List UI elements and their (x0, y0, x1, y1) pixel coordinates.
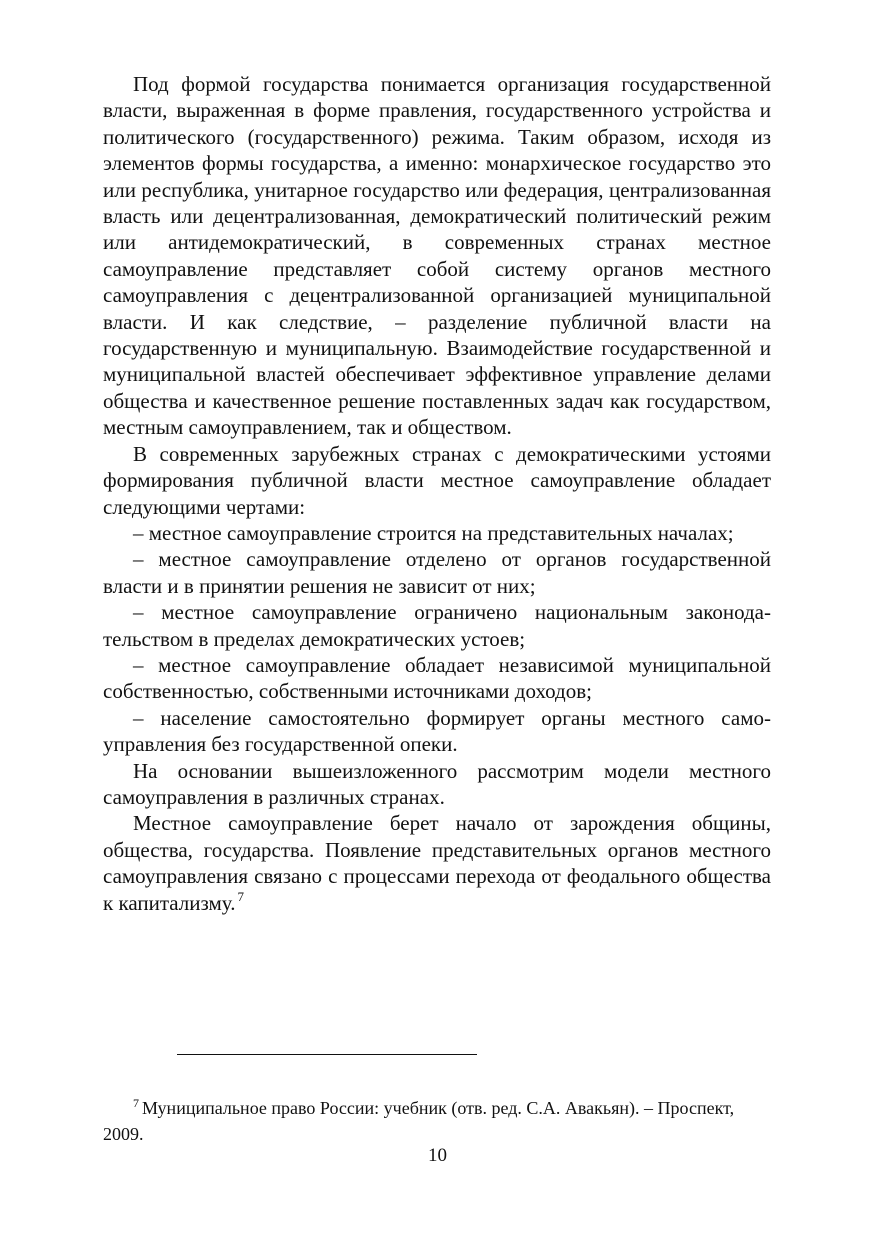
page-number: 10 (428, 1145, 447, 1166)
list-item-municipal-property: – местное самоуправление обладает независимой муниципальной собственностью, собственными источниками доходов; (103, 652, 771, 704)
footnote-text: Муниципальное право России: учебник (отв. ред. С.А. Авакьян). – Проспект, 2009. (103, 1098, 735, 1144)
footnote (103, 1095, 771, 1147)
paragraph-form-of-state: Под формой государства понимается организация государственной власти, выраженная в форме правления, государственного устройства и политического (государственного) режима. Таким образом, исходя из элементов формы государства, а именно: монархическое государство это или республика, унитарное государство или федерация, централизованная власть или децентрализованная, демократический политический режим или антидемократический, в современных странах местное самоуправление представляет собой систему органов местного самоуправления с децентрализованной организацией муниципальной власти. И как следствие, – разделение публичной власти на государственную и муниципальную. Взаимодействие государственной и муниципальной властей обеспечивает эффективное управление делами общества и качественное решение поставленных задач как государством, местным самоуправлением, так и обществом. (103, 72, 771, 440)
paragraph-origin (103, 810, 771, 916)
list-item-limited-by-legislation: – местное самоуправление ограничено национальным законодательством в пределах демократических устоев; (103, 600, 771, 651)
footnote-reference[interactable]: 7 (237, 888, 244, 904)
paragraph-models-intro: На основании вышеизложенного рассмотрим модели местного самоуправления в различных странах. (103, 758, 771, 809)
footnote-separator (177, 1054, 477, 1055)
footnote-number: 7 (133, 1096, 139, 1110)
paragraph-origin-text: Местное самоуправление берет начало от зарождения общины, общества, государства. Появление представительных органов местного самоуправления связано с процессами перехода от феодального общества к капитализму. (103, 811, 771, 915)
list-item-representative-basis: – местное самоуправление строится на представительных началах; (133, 520, 734, 545)
list-item-self-formation: – население самостоятельно формирует органы местного самоуправления без государственной опеки. (103, 705, 771, 757)
list-item-separated-from-state: – местное самоуправление отделено от органов государственной власти и в принятии решения не зависит от них; (103, 547, 771, 598)
document-body (103, 71, 771, 916)
paragraph-foreign-countries-intro: В современных зарубежных странах с демократическими устоями формирования публичной власти местное самоуправление обладает следующими чертами: (103, 441, 771, 519)
